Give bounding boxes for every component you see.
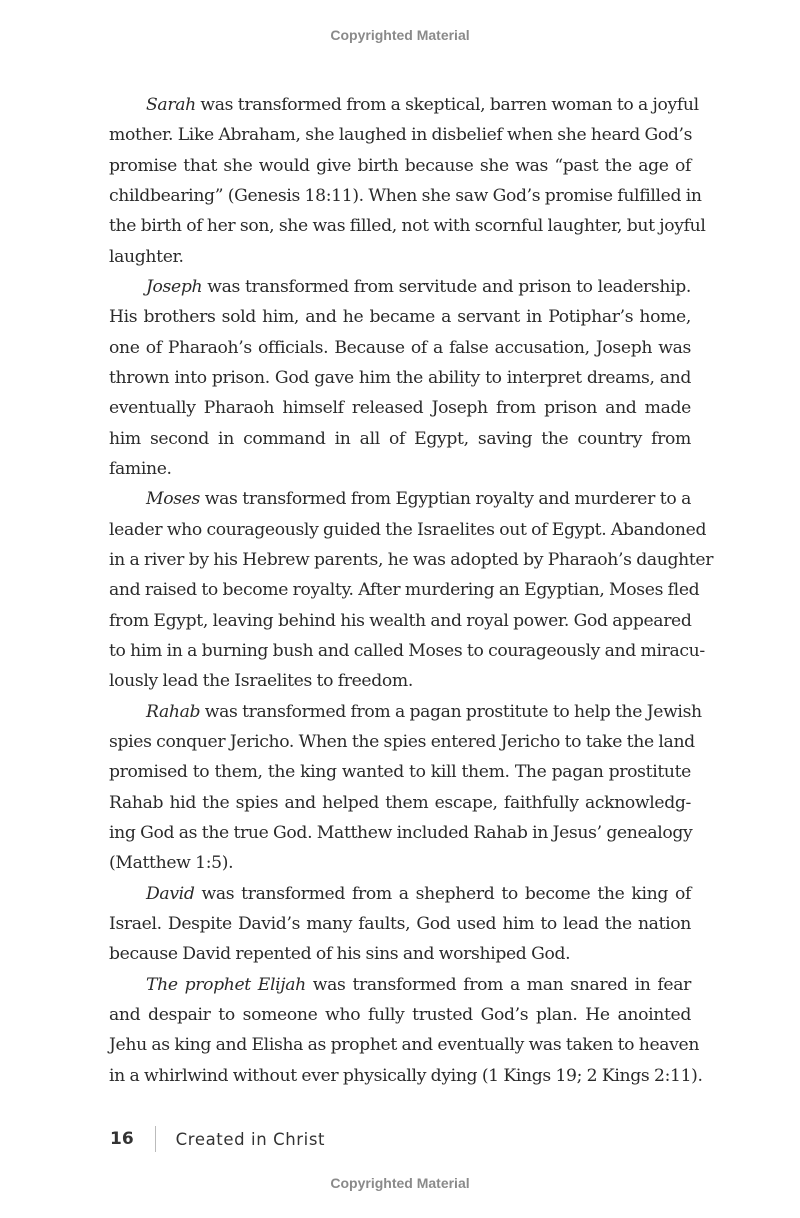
figure-name: Sarah — [146, 95, 196, 115]
line-text: was transformed from a shepherd to become the king of — [194, 883, 691, 904]
paragraph — [109, 484, 714, 696]
figure-name: Moses — [146, 489, 201, 510]
body-text — [109, 90, 714, 1091]
figure-name: Joseph — [146, 276, 203, 297]
text-line: one of Pharaoh’s officials. Because of a false accusation, Joseph was — [109, 337, 691, 358]
text-line: to him in a burning bush and called Moses to courageously and miracu- — [109, 640, 705, 661]
paragraph — [109, 272, 691, 484]
text-line: laughter. — [109, 246, 184, 267]
figure-name: David — [146, 883, 195, 904]
text-line: the birth of her son, she was filled, not with scornful laughter, but joyful — [109, 216, 706, 237]
text-line — [109, 484, 691, 514]
text-line — [109, 970, 691, 1000]
line-text: was transformed from a skeptical, barren woman to a joyful — [195, 95, 699, 115]
page-number: 16 — [110, 1129, 134, 1149]
text-line — [109, 272, 691, 302]
text-line: eventually Pharaoh himself released Joseph from prison and made — [109, 398, 691, 419]
text-line: spies conquer Jericho. When the spies entered Jericho to take the land — [109, 731, 695, 752]
text-line: and despair to someone who fully trusted God’s plan. He anointed — [109, 1004, 691, 1025]
copyright-watermark-bottom: Copyrighted Material — [330, 1175, 470, 1191]
text-line: from Egypt, leaving behind his wealth and royal power. God appeared — [109, 610, 692, 631]
text-line: mother. Like Abraham, she laughed in disbelief when she heard God’s — [109, 125, 693, 146]
text-line: lously lead the Israelites to freedom. — [109, 671, 413, 692]
text-line: because David repented of his sins and worshiped God. — [109, 944, 571, 965]
text-line: and raised to become royalty. After murdering an Egyptian, Moses fled — [109, 580, 700, 601]
line-text: was transformed from servitude and prison to leadership. — [202, 276, 691, 297]
text-line: childbearing” (Genesis 18:11). When she saw God’s promise fulfilled in — [109, 185, 702, 206]
footer-divider — [155, 1126, 156, 1152]
text-line: in a river by his Hebrew parents, he was adopted by Pharaoh’s daughter — [109, 549, 714, 570]
text-line: famine. — [109, 458, 172, 479]
page-footer — [110, 1126, 325, 1152]
text-line: (Matthew 1:5). — [109, 853, 234, 874]
text-line: thrown into prison. God gave him the ability to interpret dreams, and — [109, 367, 691, 388]
text-line: Jehu as king and Elisha as prophet and eventually was taken to heaven — [109, 1035, 700, 1056]
figure-name: The prophet Elijah — [146, 974, 306, 995]
text-line: Israel. Despite David’s many faults, God used him to lead the nation — [109, 913, 691, 934]
line-text: was transformed from a man snared in fear — [305, 974, 691, 995]
text-line: him second in command in all of Egypt, saving the country from — [109, 428, 691, 449]
text-line: His brothers sold him, and he became a servant in Potiphar’s home, — [109, 307, 691, 328]
text-line — [109, 90, 699, 120]
paragraph — [109, 697, 702, 879]
text-line: promised to them, the king wanted to kill them. The pagan prostitute — [109, 762, 691, 783]
copyright-watermark-top: Copyrighted Material — [330, 27, 470, 43]
text-line: in a whirlwind without ever physically dying (1 Kings 19; 2 Kings 2:11). — [109, 1065, 703, 1086]
running-title: Created in Christ — [175, 1129, 326, 1149]
paragraph — [109, 90, 706, 272]
figure-name: Rahab — [146, 701, 201, 722]
text-line: ing God as the true God. Matthew included Rahab in Jesus’ genealogy — [109, 822, 693, 843]
text-line — [109, 879, 691, 909]
text-line: Rahab hid the spies and helped them escape, faithfully acknowledg- — [109, 792, 691, 813]
text-line: leader who courageously guided the Israelites out of Egypt. Abandoned — [109, 519, 707, 540]
text-line — [109, 697, 702, 727]
text-line: promise that she would give birth because she was “past the age of — [109, 155, 691, 176]
line-text: was transformed from a pagan prostitute to help the Jewish — [200, 701, 702, 722]
paragraph — [109, 879, 691, 970]
line-text: was transformed from Egyptian royalty and murderer to a — [200, 489, 691, 510]
paragraph — [109, 970, 703, 1091]
